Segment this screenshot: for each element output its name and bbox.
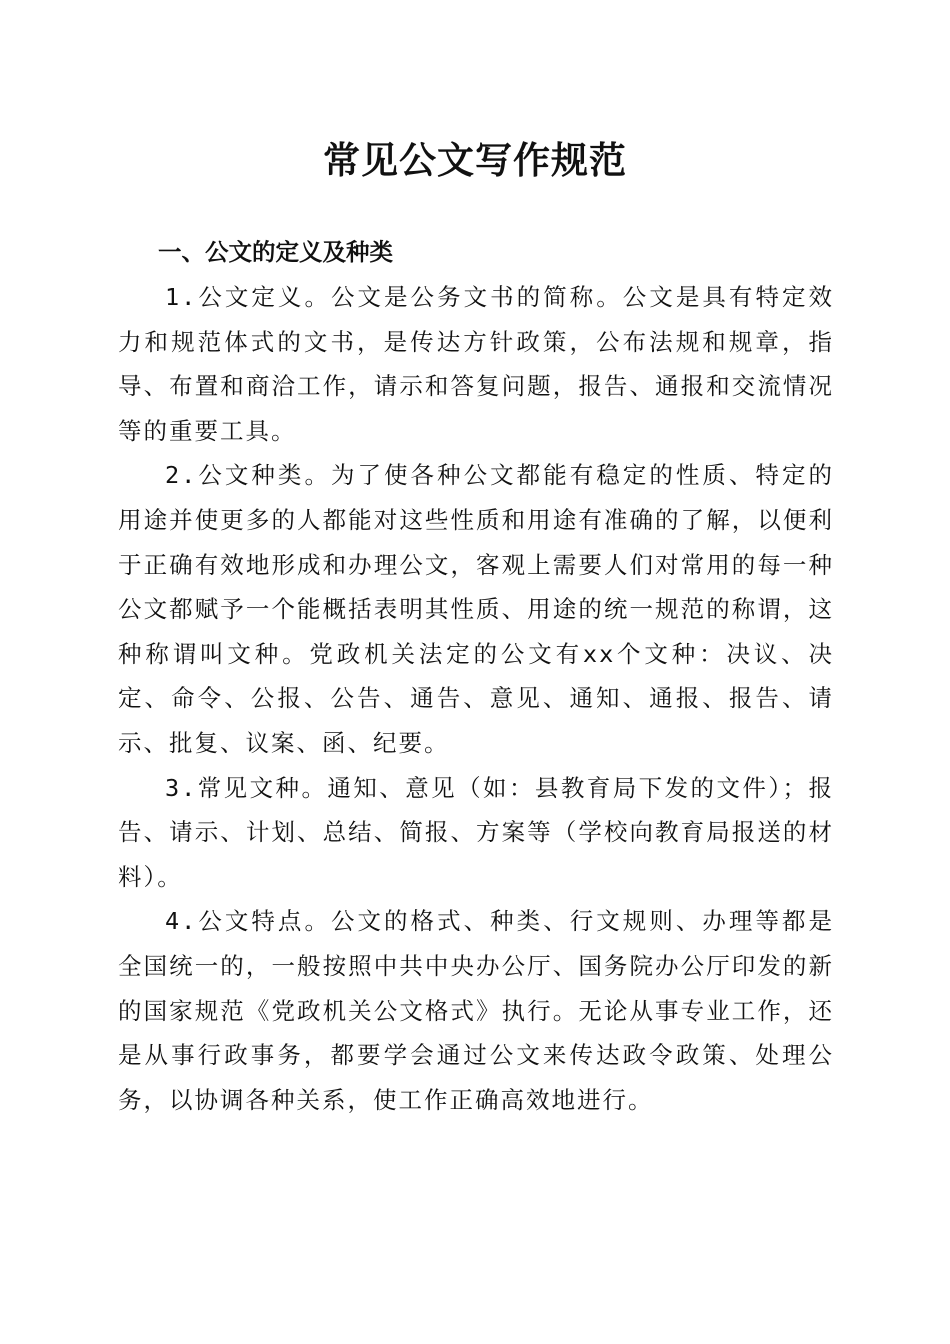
paragraph-common-types: 3.常见文种。通知、意见（如：县教育局下发的文件）；报告、请示、计划、总结、简报、方案等（学校向教育局报送的材料）。: [118, 773, 834, 891]
paragraph-definition: 1.公文定义。公文是公务文书的简称。公文是具有特定效力和规范体式的文书，是传达方针政策，公布法规和规章，指导、布置和商洽工作，请示和答复问题，报告、通报和交流情况等的重要工具。: [118, 283, 834, 445]
section-body: [118, 275, 834, 1122]
section-heading: 一、公文的定义及种类: [158, 238, 393, 266]
paragraph-types: 2.公文种类。为了使各种公文都能有稳定的性质、特定的用途并使更多的人都能对这些性质和用途有准确的了解，以便利于正确有效地形成和办理公文，客观上需要人们对常用的每一种公文都赋予一个能概括表明其性质、用途的统一规范的称谓，这种称谓叫文种。党政机关法定的公文有xx个文种：决议、决定、命令、公报、公告、通告、意见、通知、通报、报告、请示、批复、议案、函、纪要。: [118, 461, 834, 757]
paragraph-features: 4.公文特点。公文的格式、种类、行文规则、办理等都是全国统一的，一般按照中共中央办公厅、国务院办公厅印发的新的国家规范《党政机关公文格式》执行。无论从事专业工作，还是从事行政事务，都要学会通过公文来传达政令政策、处理公务，以协调各种关系，使工作正确高效地进行。: [118, 907, 834, 1114]
document-title: 常见公文写作规范: [323, 138, 627, 182]
